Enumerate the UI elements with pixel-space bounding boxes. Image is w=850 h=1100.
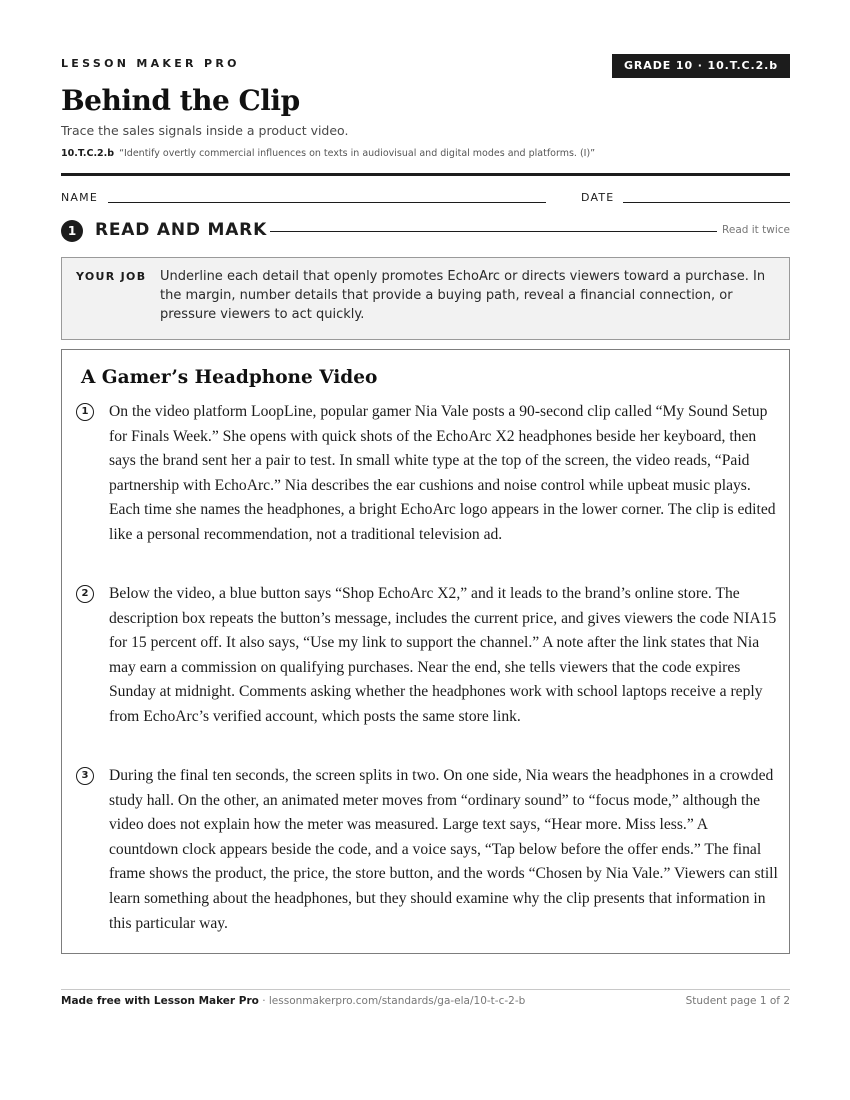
page-number: Student page 1 of 2 xyxy=(685,995,790,1007)
reading-passage-box xyxy=(61,349,790,954)
paragraph-text: Below the video, a blue button says “Shop EchoArc X2,” and it leads to the brand’s online store. The description box repeats the button’s message, includes the current price, and gives viewers the code NIA15 for 15 percent off. It also says, “Use my link to support the channel.” A note after the link states that Nia may earn a commission on qualifying purchases. Near the end, she tells viewers that the code expires Sunday at midnight. Comments asking whether the headphones work with school laptops receive a reply from EchoArc’s verified account, which posts the same store link. xyxy=(109,585,777,725)
page-footer xyxy=(61,995,790,1007)
name-label: NAME xyxy=(61,191,98,204)
paragraph-number: 3 xyxy=(76,767,94,785)
instructions-label: YOUR JOB xyxy=(76,270,147,283)
section-rule xyxy=(270,231,717,232)
header-bar xyxy=(61,54,790,78)
page-title: Behind the Clip xyxy=(61,84,300,117)
instructions-text: Underline each detail that openly promotes EchoArc or directs viewers toward a purchase. In the margin, number details that provide a buying path, reveal a financial connection, or pressure viewers to act quickly. xyxy=(160,269,766,322)
paragraph-number: 1 xyxy=(76,403,94,421)
section-number-badge: 1 xyxy=(61,220,83,242)
section-title: READ AND MARK xyxy=(95,220,268,240)
standard-code: 10.T.C.2.b xyxy=(61,148,115,159)
section-header xyxy=(61,219,790,243)
paragraph-text: During the final ten seconds, the screen splits in two. On one side, Nia wears the headphones in a crowded study hall. On the other, an animated meter moves from “ordinary sound” to “focus mode,” although the video does not explain how the meter was measured. Large text says, “Hear more. Miss less.” A countdown clock appears beside the code, and a voice says, “Tap below before the offer ends.” The final frame shows the product, the price, the store button, and the words “Chosen by Nia Vale.” Viewers can still learn something about the headphones, but they should examine why the clip presents that information in this particular way. xyxy=(109,767,778,932)
footer-made-with: Made free with Lesson Maker Pro xyxy=(61,995,259,1007)
grade-badge: GRADE 10 · 10.T.C.2.b xyxy=(612,54,790,78)
paragraph-number: 2 xyxy=(76,585,94,603)
paragraph-text: On the video platform LoopLine, popular gamer Nia Vale posts a 90-second clip called “My Sound Setup for Finals Week.” She opens with quick shots of the EchoArc X2 headphones beside her keyboard, then says the brand sent her a pair to test. In small white type at the top of the screen, the video reads, “Paid partnership with EchoArc.” Nia describes the ear cushions and noise control while upbeat music plays. Each time she names the headphones, a bright EchoArc logo appears in the lower corner. The clip is edited like a personal recommendation, not a traditional television ad. xyxy=(109,403,776,543)
name-date-row xyxy=(61,190,790,206)
name-field[interactable] xyxy=(108,202,546,203)
date-label: DATE xyxy=(581,191,615,204)
brand-name: LESSON MAKER PRO xyxy=(61,57,240,70)
instructions-box xyxy=(61,257,790,340)
passage-title: A Gamer’s Headphone Video xyxy=(81,367,378,388)
standard-line xyxy=(61,148,595,159)
footer-separator: · xyxy=(258,995,269,1007)
date-field[interactable] xyxy=(623,202,790,203)
section-note: Read it twice xyxy=(722,224,790,236)
header-divider xyxy=(61,173,790,176)
footer-divider xyxy=(61,989,790,990)
standard-text: “Identify overtly commercial influences on texts in audiovisual and digital modes and platforms. (I)” xyxy=(119,148,596,159)
page-subtitle: Trace the sales signals inside a product video. xyxy=(61,123,349,138)
footer-url[interactable]: lessonmakerpro.com/standards/ga-ela/10-t-c-2-b xyxy=(268,995,526,1007)
